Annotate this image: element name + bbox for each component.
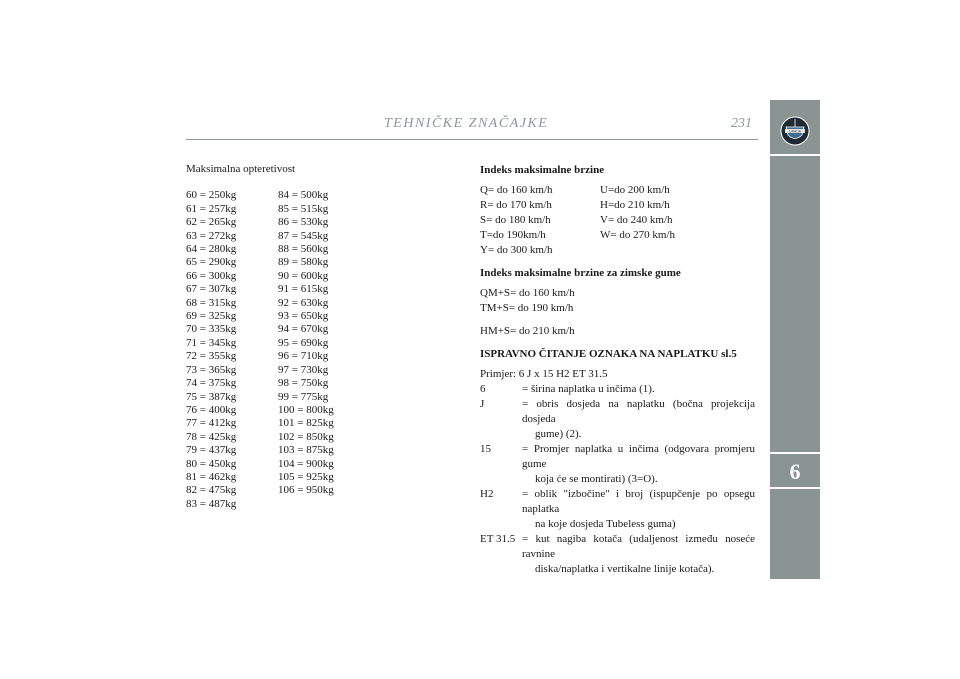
rim-definition-row xyxy=(480,532,755,577)
rim-description-continued: koja će se montirati) (3=O). xyxy=(535,473,658,485)
load-column-2 xyxy=(278,189,370,511)
speed-index-table xyxy=(480,183,755,258)
speed-index-entry: H=do 210 km/h xyxy=(600,199,670,211)
load-index-entry: 63 = 272kg xyxy=(186,229,237,242)
logo-text: LANCIA xyxy=(789,129,801,134)
rim-code: J xyxy=(480,398,485,410)
load-index-entry: 80 = 450kg xyxy=(186,457,237,470)
rim-definitions xyxy=(480,382,755,577)
page-number: 231 xyxy=(731,116,752,131)
load-index-entry: 60 = 250kg xyxy=(186,189,237,202)
load-index-entry: 87 = 545kg xyxy=(278,229,329,242)
load-index-entry: 71 = 345kg xyxy=(186,336,237,349)
speed-index-entry: W= do 270 km/h xyxy=(600,229,675,241)
section-title: TEHNIČKE ZNAČAJKE xyxy=(384,116,549,131)
load-index-entry: 100 = 800kg xyxy=(278,403,334,416)
load-index-entry: 96 = 710kg xyxy=(278,350,329,363)
load-index-entry: 79 = 437kg xyxy=(186,444,237,457)
rim-description-continued: diska/naplatka i vertikalne linije kotača). xyxy=(535,563,715,575)
speed-index-entry: R= do 170 km/h xyxy=(480,199,552,211)
rim-description xyxy=(520,382,755,397)
load-index-entry: 83 = 487kg xyxy=(186,497,237,510)
speed-index-entry: V= do 240 km/h xyxy=(600,214,673,226)
rim-definition-row xyxy=(480,442,755,487)
load-index-entry: 89 = 580kg xyxy=(278,256,329,269)
speed-index-entry: Q= do 160 km/h xyxy=(480,184,553,196)
rim-code: 6 xyxy=(480,383,486,395)
load-index-entry: 99 = 775kg xyxy=(278,390,329,403)
load-index-entry: 94 = 670kg xyxy=(278,323,329,336)
rim-description-text: = obris dosjeda na naplatku (bočna projekcija dosjeda xyxy=(522,398,755,425)
rim-description xyxy=(520,487,755,532)
speed-index-entry: Y= do 300 km/h xyxy=(480,244,553,256)
load-index-entry: 88 = 560kg xyxy=(278,243,329,256)
load-index-entry: 72 = 355kg xyxy=(186,350,237,363)
load-index-entry: 98 = 750kg xyxy=(278,377,329,390)
load-index-entry: 105 = 925kg xyxy=(278,470,334,483)
tab-divider xyxy=(770,487,820,489)
load-index-entry: 77 = 412kg xyxy=(186,417,237,430)
rim-definition-row xyxy=(480,382,755,397)
load-index-entry: 106 = 950kg xyxy=(278,484,334,497)
load-index-entry: 85 = 515kg xyxy=(278,202,329,215)
load-index-entry: 101 = 825kg xyxy=(278,417,334,430)
rim-code: H2 xyxy=(480,488,494,500)
rim-description xyxy=(520,397,755,442)
chapter-number: 6 xyxy=(789,459,801,484)
load-index-entry: 65 = 290kg xyxy=(186,256,237,269)
load-column-1 xyxy=(186,189,278,511)
rim-description-text: = Promjer naplatka u inčima (odgovara promjeru gume xyxy=(522,443,755,470)
load-index-entry: 90 = 600kg xyxy=(278,269,329,282)
chapter-side-tab xyxy=(770,100,820,579)
tab-divider xyxy=(770,154,820,156)
tab-divider xyxy=(770,452,820,454)
load-index-entry: 104 = 900kg xyxy=(278,457,334,470)
speed-heading: Indeks maksimalne brzine xyxy=(480,164,605,176)
rim-description-text: = oblik "izbočine" i broj (ispupčenje po opsegu naplatka xyxy=(522,488,755,515)
header-divider xyxy=(186,139,758,140)
rim-description-text: = širina naplatka u inčima (1). xyxy=(522,383,655,395)
load-index-entry: 66 = 300kg xyxy=(186,269,237,282)
speed-index-entry: U=do 200 km/h xyxy=(600,184,670,196)
load-index-entry: 75 = 387kg xyxy=(186,390,237,403)
rim-description-continued: na koje dosjeda Tubeless guma) xyxy=(535,518,676,530)
rim-description-continued: gume) (2). xyxy=(535,428,582,440)
rim-definition-row xyxy=(480,397,755,442)
rim-description xyxy=(520,442,755,487)
load-index-entry: 102 = 850kg xyxy=(278,430,334,443)
load-index-entry: 86 = 530kg xyxy=(278,216,329,229)
rim-code: 15 xyxy=(480,443,491,455)
load-index-entry: 70 = 335kg xyxy=(186,323,237,336)
rim-code: ET 31.5 xyxy=(480,533,516,545)
winter-line: QM+S= do 160 km/h xyxy=(480,287,575,299)
speed-column-1 xyxy=(480,183,600,258)
load-index-entry: 62 = 265kg xyxy=(186,216,237,229)
load-index-entry: 84 = 500kg xyxy=(278,189,329,202)
load-index-entry: 95 = 690kg xyxy=(278,336,329,349)
load-index-entry: 93 = 650kg xyxy=(278,310,329,323)
load-index-section xyxy=(186,163,370,511)
speed-index-entry: T=do 190km/h xyxy=(480,229,546,241)
rim-definition-row xyxy=(480,487,755,532)
speed-column-2 xyxy=(600,183,675,258)
rim-heading: ISPRAVNO ČITANJE OZNAKA NA NAPLATKU sl.5 xyxy=(480,348,737,360)
load-index-entry: 91 = 615kg xyxy=(278,283,329,296)
speed-and-rim-section xyxy=(480,163,755,577)
load-index-entry: 92 = 630kg xyxy=(278,296,329,309)
load-index-entry: 74 = 375kg xyxy=(186,377,237,390)
load-index-entry: 67 = 307kg xyxy=(186,283,237,296)
rim-description-text: = kut nagiba kotača (udaljenost između noseće ravnine xyxy=(522,533,755,560)
load-index-entry: 76 = 400kg xyxy=(186,403,237,416)
winter-line: TM+S= do 190 km/h xyxy=(480,302,574,314)
load-index-table xyxy=(186,189,370,511)
load-index-entry: 73 = 365kg xyxy=(186,363,237,376)
load-index-entry: 69 = 325kg xyxy=(186,310,237,323)
load-index-entry: 68 = 315kg xyxy=(186,296,237,309)
load-index-entry: 97 = 730kg xyxy=(278,363,329,376)
load-heading: Maksimalna opteretivost xyxy=(186,163,296,175)
rim-description xyxy=(520,532,755,577)
load-index-entry: 82 = 475kg xyxy=(186,484,237,497)
load-index-entry: 61 = 257kg xyxy=(186,202,237,215)
speed-index-entry: S= do 180 km/h xyxy=(480,214,551,226)
load-index-entry: 81 = 462kg xyxy=(186,470,237,483)
load-index-entry: 103 = 875kg xyxy=(278,444,334,457)
winter-line: HM+S= do 210 km/h xyxy=(480,325,575,337)
rim-example: Primjer: 6 J x 15 H2 ET 31.5 xyxy=(480,368,608,380)
load-index-entry: 64 = 280kg xyxy=(186,243,237,256)
lancia-logo-icon xyxy=(780,116,810,146)
winter-heading: Indeks maksimalne brzine za zimske gume xyxy=(480,267,681,279)
load-index-entry: 78 = 425kg xyxy=(186,430,237,443)
